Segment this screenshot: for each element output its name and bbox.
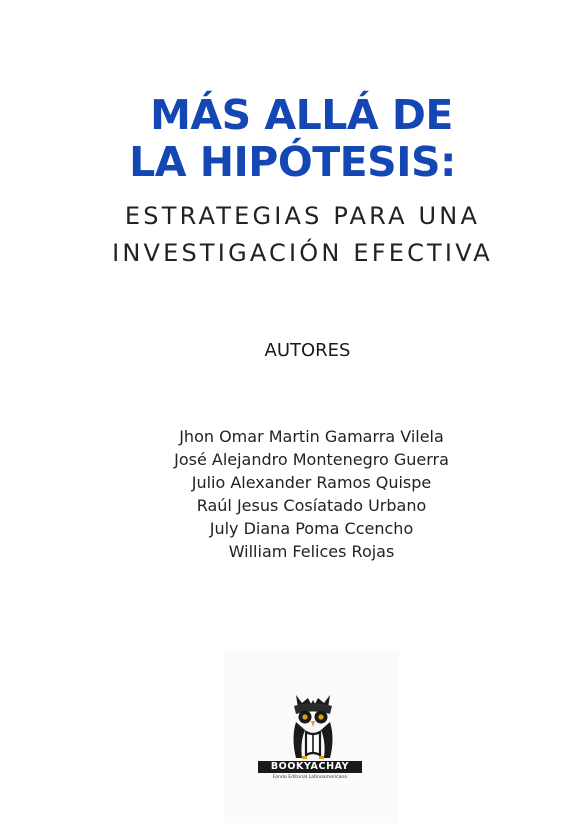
publisher-name: BOOKYACHAY: [258, 761, 362, 773]
book-subtitle-line-2: INVESTIGACIÓN EFECTIVA: [112, 239, 493, 267]
author-name: July Diana Poma Ccencho: [209, 519, 414, 538]
author-name: Jhon Omar Martin Gamarra Vilela: [179, 427, 444, 446]
authors-heading: AUTORES: [264, 340, 351, 361]
book-title-line-2: LA HIPÓTESIS:: [129, 138, 456, 186]
author-name: José Alejandro Montenegro Guerra: [174, 450, 449, 469]
author-name: William Felices Rojas: [228, 542, 395, 561]
book-title-line-1: MÁS ALLÁ DE: [150, 91, 453, 139]
book-title: [0, 92, 585, 186]
book-subtitle: [0, 198, 585, 272]
publisher-tagline: Fondo Editorial Latinoamericano: [272, 775, 348, 780]
author-name: Julio Alexander Ramos Quispe: [191, 473, 432, 492]
book-subtitle-line-1: ESTRATEGIAS PARA UNA: [124, 202, 481, 230]
authors-list: [0, 425, 585, 563]
author-name: Raúl Jesus Cosíatado Urbano: [196, 496, 427, 515]
